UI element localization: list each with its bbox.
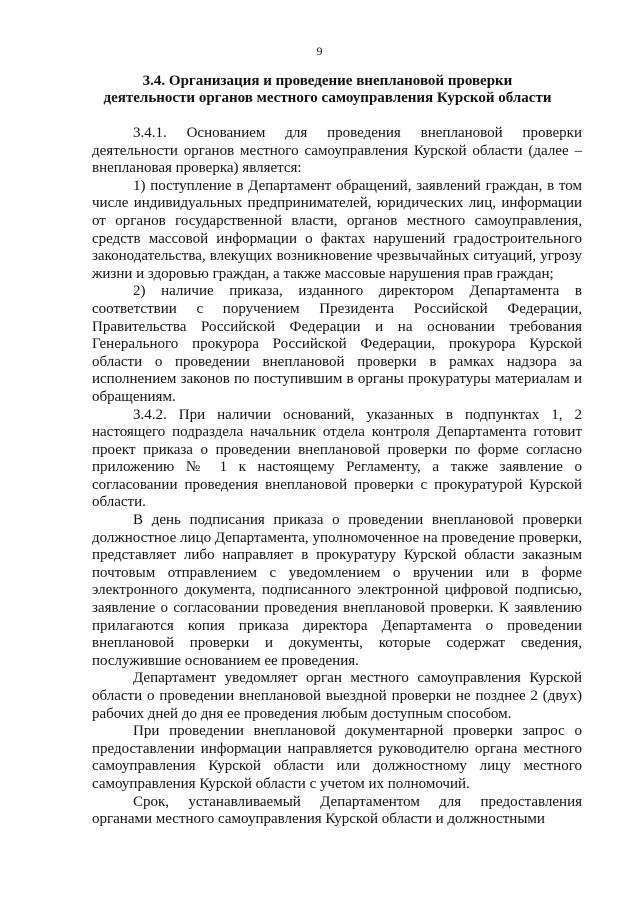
section-heading-line-2: деятельности органов местного самоуправления Курской области	[103, 90, 552, 106]
paragraph-signing-day: В день подписания приказа о проведении внеплановой проверки должностное лицо Департамента, уполномоченное на проведение проверки, представляет либо направляет в прокуратуру Курской области заказным почтовым отправлением с уведомлением о вручении или в форме электронного документа, подписанного электронной цифровой подписью, заявление о согласовании проведения внеплановой проверки. К заявлению прилагаются копия приказа директора Департамента о проведении внеплановой проверки и документы, которые содержат сведения, послужившие основанием ее проведения.	[92, 512, 582, 669]
paragraph-documentary-check: При проведении внеплановой документарной проверки запрос о предоставлении информации направляется руководителю органа местного самоуправления Курской области или должностному лицу местного самоуправления Курской области с учетом их полномочий.	[92, 723, 582, 792]
paragraph-notification: Департамент уведомляет орган местного самоуправления Курской области о проведении внеплановой выездной проверки не позднее 2 (двух) рабочих дней до дня ее проведения любым доступным способом.	[92, 670, 582, 722]
list-item-1: 1) поступление в Департамент обращений, заявлений граждан, в том числе индивидуальных предпринимателей, юридических лиц, информации от органов государственной власти, органов местного самоуправления, средств массовой информации о фактах нарушений градостроительного законодательства, влекущих возникновение чрезвычайных ситуаций, угрозу жизни и здоровью граждан, а также массовые нарушения прав граждан;	[92, 177, 582, 282]
document-body	[92, 125, 582, 829]
paragraph-3-4-2: 3.4.2. При наличии оснований, указанных в подпунктах 1, 2 настоящего подраздела начальник отдела контроля Департамента готовит проект приказа о проведении внеплановой проверки по форме согласно приложению № 1 к настоящему Регламенту, а также заявление о согласовании проведения внеплановой проверки с прокуратурой Курской области.	[92, 406, 582, 511]
page-number: 9	[316, 44, 323, 58]
paragraph-3-4-1: 3.4.1. Основанием для проведения внеплановой проверки деятельности органов местного самоуправления Курской области (далее – внеплановая проверка) является:	[92, 125, 582, 177]
paragraph-deadline: Срок, устанавливаемый Департаментом для предоставления органами местного самоуправления Курской области и должностными	[92, 793, 582, 828]
section-heading	[60, 73, 595, 107]
list-item-2: 2) наличие приказа, изданного директором Департамента в соответствии с поручением Президента Российской Федерации, Правительства Российской Федерации и на основании требования Генерального прокурора Российской Федерации, прокурора Курской области о проведении внеплановой проверки в рамках надзора за исполнением законов по поступившим в органы прокуратуры материалам и обращениям.	[92, 283, 582, 405]
section-heading-line-1: 3.4. Организация и проведение внеплановой проверки	[142, 73, 513, 89]
